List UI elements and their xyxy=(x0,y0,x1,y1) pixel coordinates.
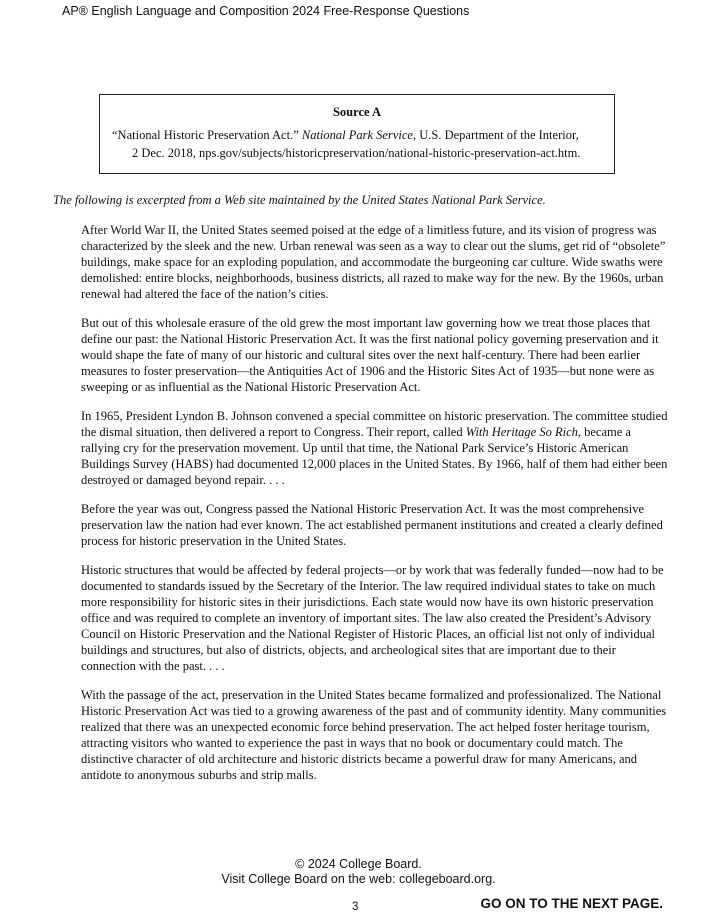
citation-line2: 2 Dec. 2018, nps.gov/subjects/historicpreservation/national-historic-preservation-act.htm. xyxy=(132,146,581,160)
page-header: AP® English Language and Composition 2024 Free-Response Questions xyxy=(62,4,470,18)
source-body xyxy=(81,222,668,796)
paragraph-5: Historic structures that would be affected by federal projects—or by work that was federally funded—now had to be documented to standards issued by the Secretary of the Interior. The law required individual states to take on much more responsibility for historic sites in their jurisdictions. Each state would now have its own historic preservation office and was required to complete an inventory of important sites. The law also created the President’s Advisory Council on Historic Preservation and the National Register of Historic Places, an official list not only of individual buildings and structures, but also of districts, objects, and archeological sites that are important due to their connection with the past. . . . xyxy=(81,563,664,673)
next-page-notice: GO ON TO THE NEXT PAGE. xyxy=(480,896,663,911)
citation-rest: , U.S. Department of the Interior, xyxy=(412,128,579,142)
copyright-notice: © 2024 College Board. xyxy=(295,857,422,871)
source-title: Source A xyxy=(332,105,382,119)
paragraph-3 xyxy=(81,408,668,488)
paragraph-3-part-a: In 1965, President Lyndon B. Johnson convened a special committee on historic preservation. The committee studied the dismal situation, then delivered a report to Congress. Their report, called xyxy=(81,409,668,439)
paragraph-2: But out of this wholesale erasure of the old grew the most important law governing how we treat those places that define our past: the National Historic Preservation Act. It was the first national policy governing preservation and it would shape the fate of many of our historic and cultural sites over the next half-century. There had been earlier measures to foster preservation—the Antiquities Act of 1906 and the Historic Sites Act of 1935—but none were as sweeping or as influential as the National Historic Preservation Act. xyxy=(81,316,659,394)
source-citation xyxy=(112,126,606,162)
source-box xyxy=(99,94,615,174)
source-intro: The following is excerpted from a Web site maintained by the United States National Park Service. xyxy=(53,193,546,207)
report-title: With Heritage So Rich xyxy=(465,425,578,439)
paragraph-6: With the passage of the act, preservation in the United States became formalized and professionalized. The National Historic Preservation Act was tied to a growing awareness of the past and of community identity. Many communities realized that there was an unexpected economic force behind preservation. The act helped foster heritage tourism, attracting visitors who wanted to experience the past in ways that no book or documentary could match. The distinctive character of old architecture and historic districts became a powerful draw for many Americans, and antidote to anonymous suburbs and strip malls. xyxy=(81,688,667,782)
page-number: 3 xyxy=(352,901,359,913)
page-footer xyxy=(0,857,717,887)
visit-website: Visit College Board on the web: collegeboard.org. xyxy=(221,872,496,886)
paragraph-3-part-b: , became a rallying cry for the preservation movement. Up until that time, the National Park Service’s Historic American Buildings Survey (HABS) had documented 12,000 places in the United States. By 1966, half of them had either been destroyed or damaged beyond repair. . . . xyxy=(81,425,668,487)
citation-quote: “National Historic Preservation Act.” xyxy=(112,128,299,142)
citation-publication: National Park Service xyxy=(301,128,413,142)
paragraph-1: After World War II, the United States seemed poised at the edge of a limitless future, and its vision of progress was characterized by the sleek and the new. Urban renewal was seen as a way to clear out the slums, get rid of “obsolete” buildings, make space for an exploding population, and accommodate the burgeoning car culture. Wide swaths were demolished: entire blocks, neighborhoods, business districts, all razed to make way for the new. By the 1960s, urban renewal had altered the face of the nation’s cities. xyxy=(81,223,666,301)
paragraph-4: Before the year was out, Congress passed the National Historic Preservation Act. It was the most comprehensive preservation law the nation had ever known. The act established permanent institutions and created a clearly defined process for historic preservation in the United States. xyxy=(81,502,663,548)
